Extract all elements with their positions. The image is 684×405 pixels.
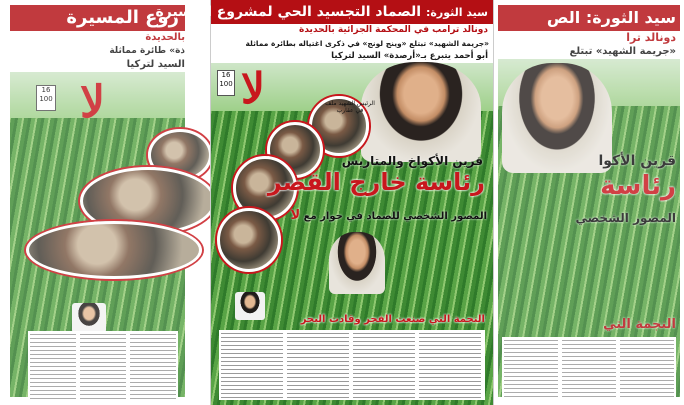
- bubble-caption: الرئيس الشهيد ملف في عقارب: [325, 100, 375, 114]
- right-top-label: سيد الثورة:: [585, 8, 676, 27]
- right-headline-big: رئاسة: [600, 171, 676, 201]
- left-issue-price: 100: [39, 95, 53, 103]
- left-issue-box: [36, 85, 56, 111]
- headline-line2: دونالد ترامب في المحكمة الجزائية بالحديدة: [211, 24, 493, 37]
- right-subheadline: المصور الشخصي: [575, 211, 676, 225]
- article-columns: [219, 330, 485, 400]
- subheadline: [290, 208, 487, 223]
- headline-line4: أبو أحمد يتبرع بـ«أرصدة» السيد لتركيا: [211, 50, 493, 63]
- masthead-logo: لا: [241, 64, 265, 113]
- left-masthead-logo: لا: [80, 77, 106, 128]
- author-thumb: [235, 292, 265, 320]
- left-line2: بالحديدة: [10, 31, 185, 45]
- right-article-columns: [502, 337, 676, 397]
- headline-small: قرين الأكواخ والمتاريس: [341, 154, 483, 168]
- top-label: سيد الثورة:: [425, 6, 488, 19]
- main-portrait-photo: [361, 62, 481, 162]
- headline-line3: «جريمة الشهيد» تبتلع «وينج لونج» في ذكرى اغتياله بطائرة مماثلة: [211, 37, 493, 50]
- issue-price: 100: [219, 80, 233, 88]
- issue-box: [217, 70, 235, 96]
- right-faded-cover-copy: [498, 5, 680, 397]
- left-top-banner: روع المسيرة: [10, 5, 185, 31]
- subheadline-text: المصور الشخصي للصماد في حوار مع: [303, 211, 487, 222]
- article-title: النجمة التي صنعت الفجر وقادت البحر: [300, 314, 485, 325]
- left-author-thumb: [72, 303, 106, 333]
- top-headline: الصماد التجسيد الحي لمشروع المسيرة: [155, 4, 422, 20]
- left-photo-circle-3: [26, 221, 202, 279]
- right-top-headline: الص: [546, 8, 581, 27]
- right-top-banner: [498, 5, 680, 31]
- issue-number: 16: [221, 71, 231, 79]
- left-article-columns: [28, 331, 178, 401]
- newspaper-front-page: [155, 0, 494, 405]
- photographer-photo: [329, 232, 385, 294]
- left-line3: ذة» طائرة مماثلة: [10, 45, 185, 58]
- right-portrait-photo: [502, 63, 612, 173]
- left-issue-number: 16: [41, 86, 51, 94]
- left-line4: السيد لتركيا: [10, 58, 185, 72]
- right-article-title: النجمة التي: [603, 317, 676, 332]
- top-banner: [155, 0, 493, 24]
- photo-bubble-4: [217, 208, 281, 272]
- headline-big: رئاسة خارج القصر: [267, 168, 485, 196]
- left-faded-cover-copy: [10, 5, 185, 397]
- subheadline-logo: لا: [290, 208, 301, 223]
- right-line3: «جريمة الشهيد» تبتلع: [498, 45, 680, 59]
- right-line2: دونالد ترا: [498, 31, 680, 45]
- right-headline-small: قرين الأكوا: [598, 153, 676, 169]
